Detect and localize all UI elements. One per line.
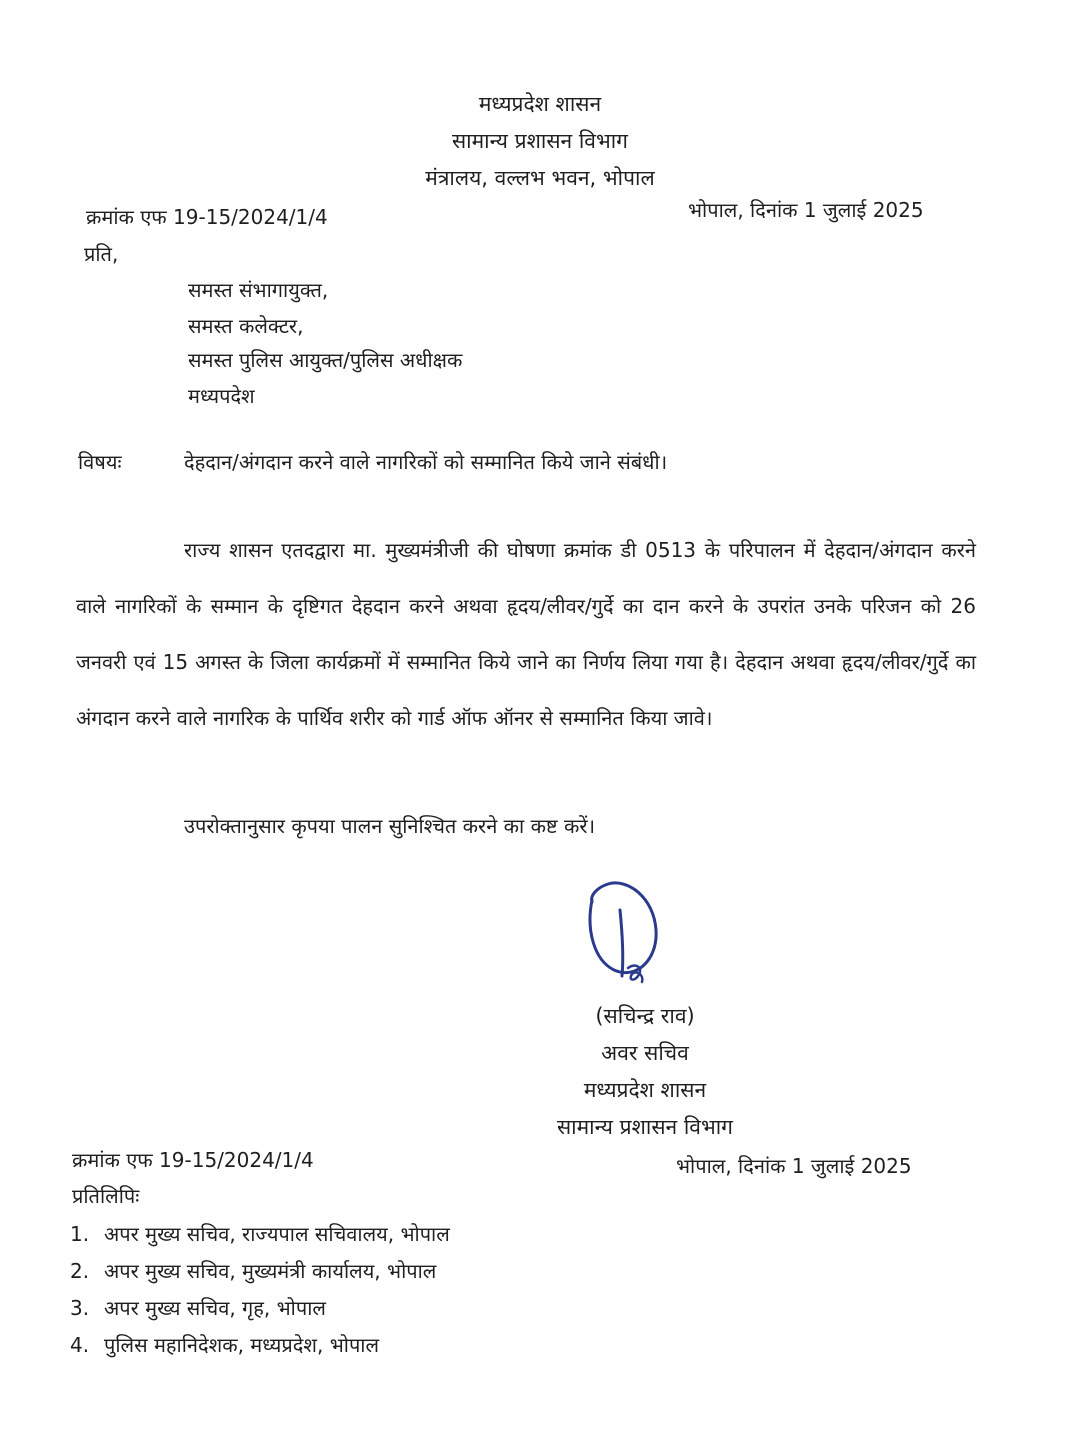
list-text: पुलिस महानिदेशक, मध्यप्रदेश, भोपाल: [104, 1333, 380, 1357]
recipient-line: समस्त पुलिस आयुक्त/पुलिस अधीक्षक: [188, 348, 463, 372]
recipient-line: समस्त संभागायुक्त,: [188, 278, 329, 302]
copy-to-label: प्रतिलिपिः: [72, 1184, 140, 1208]
recipient-line: समस्त कलेक्टर,: [188, 314, 304, 338]
list-text: अपर मुख्य सचिव, गृह, भोपाल: [104, 1296, 326, 1320]
handwritten-signature: [578, 872, 668, 990]
list-text: अपर मुख्य सचिव, राज्यपाल सचिवालय, भोपाल: [104, 1222, 450, 1246]
signatory-office-state: मध्यप्रदेश शासन: [583, 1078, 707, 1102]
list-number: 2.: [70, 1259, 90, 1283]
subject-text: देहदान/अंगदान करने वाले नागरिकों को सम्मानित किये जाने संबंधी।: [184, 450, 668, 474]
body-closing-line: उपरोक्तानुसार कृपया पालन सुनिश्चित करने का कष्ट करें।: [184, 814, 596, 838]
letter-date: भोपाल, दिनांक 1 जुलाई 2025: [688, 198, 924, 222]
list-item: [70, 1327, 450, 1364]
body-paragraph: राज्य शासन एतदद्वारा मा. मुख्यमंत्रीजी की घोषणा क्रमांक डी 0513 के परिपालन में देहदान/अंगदान करने वाले नागरिकों के सम्मान के दृष्टिगत देहदान करने अथवा हृदय/लीवर/गुर्दे का दान करने के उपरांत उनके परिजन को 26 जनवरी एवं 15 अगस्त के जिला कार्यक्रमों में सम्मानित किये जाने का निर्णय लिया गया है। देहदान अथवा हृदय/लीवर/गुर्दे का अंगदान करने वाले नागरिक के पार्थिव शरीर को गार्ड ऑफ ऑनर से सम्मानित किया जावे।: [76, 538, 976, 730]
copy-reference-number: क्रमांक एफ 19-15/2024/1/4: [72, 1148, 314, 1172]
header-line-state: मध्यप्रदेश शासन: [478, 92, 602, 116]
copy-date: भोपाल, दिनांक 1 जुलाई 2025: [676, 1154, 912, 1178]
signatory-name: (सचिन्द्र राव): [595, 1004, 695, 1028]
list-item: [70, 1290, 450, 1327]
list-text: अपर मुख्य सचिव, मुख्यमंत्री कार्यालय, भोपाल: [104, 1259, 437, 1283]
copy-to-list: [70, 1216, 450, 1364]
list-number: 3.: [70, 1296, 90, 1320]
to-label: प्रति,: [84, 242, 119, 266]
list-number: 4.: [70, 1333, 90, 1357]
signatory-block: [520, 998, 770, 1146]
list-number: 1.: [70, 1222, 90, 1246]
signatory-office-department: सामान्य प्रशासन विभाग: [556, 1115, 734, 1139]
header-line-address: मंत्रालय, वल्लभ भवन, भोपाल: [425, 166, 655, 190]
list-item: [70, 1253, 450, 1290]
header-line-department: सामान्य प्रशासन विभाग: [451, 129, 629, 153]
reference-number: क्रमांक एफ 19-15/2024/1/4: [86, 205, 328, 229]
recipient-line: मध्यपदेश: [188, 384, 255, 408]
list-item: [70, 1216, 450, 1253]
subject-label: विषयः: [78, 450, 122, 474]
signatory-designation: अवर सचिव: [601, 1041, 689, 1065]
